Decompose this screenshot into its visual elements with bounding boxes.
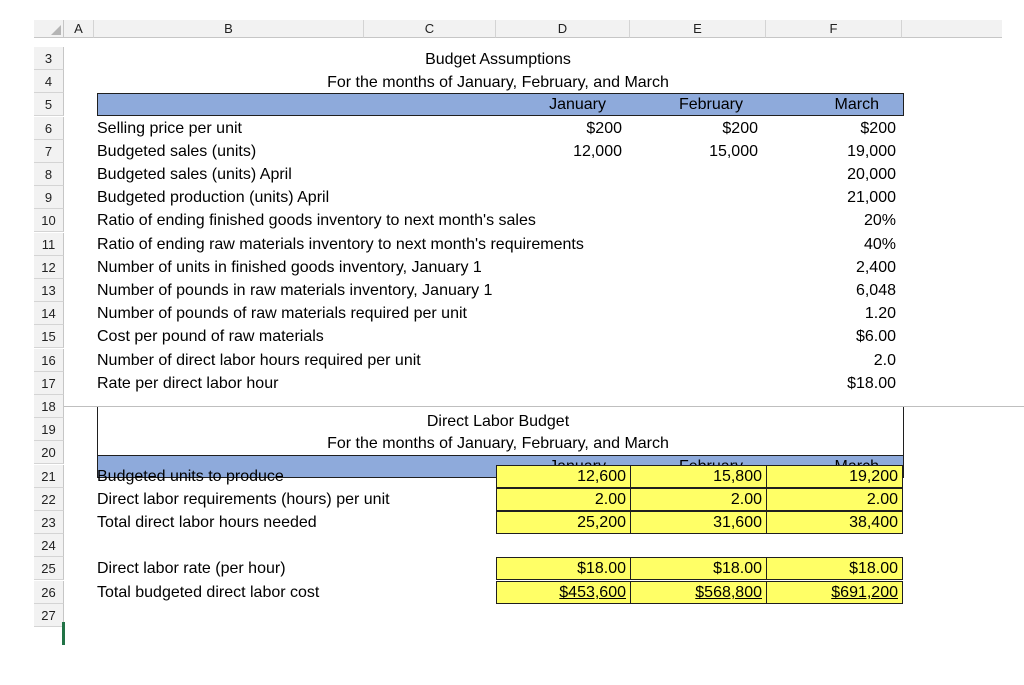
total-labor-cost-label: Total budgeted direct labor cost xyxy=(97,584,320,601)
assumption-value-feb[interactable] xyxy=(630,325,758,348)
assumption-label: Number of pounds of raw materials required per unit xyxy=(97,305,467,322)
assumptions-month-feb: February xyxy=(678,96,743,113)
row-header[interactable]: 9 xyxy=(34,186,64,209)
row-header[interactable]: 13 xyxy=(34,279,64,302)
labor-hours-per-unit-feb-cell[interactable]: 2.00 xyxy=(630,488,767,511)
labor-rate-label: Direct labor rate (per hour) xyxy=(97,560,286,577)
assumption-value-jan[interactable] xyxy=(496,279,622,302)
labor-title: Direct Labor Budget xyxy=(426,413,570,430)
row-header[interactable]: 25 xyxy=(34,557,64,580)
assumption-label: Selling price per unit xyxy=(97,120,242,137)
column-header-e[interactable]: E xyxy=(630,20,766,38)
assumption-value-jan[interactable]: $200 xyxy=(586,120,622,137)
assumption-label: Number of direct labor hours required per unit xyxy=(97,352,421,369)
row-header[interactable]: 11 xyxy=(34,233,64,256)
row-header[interactable]: 18 xyxy=(34,395,64,418)
labor-rate-jan-cell[interactable]: $18.00 xyxy=(496,557,631,580)
assumption-value-feb[interactable] xyxy=(630,302,758,325)
row-header[interactable]: 8 xyxy=(34,163,64,186)
assumption-value-feb[interactable] xyxy=(630,279,758,302)
column-header-g[interactable] xyxy=(902,20,1002,38)
row-header[interactable]: 19 xyxy=(34,418,64,441)
assumption-label: Number of pounds in raw materials inventory, January 1 xyxy=(97,282,493,299)
assumption-value-feb[interactable] xyxy=(630,163,758,186)
column-header-b[interactable]: B xyxy=(94,20,364,38)
assumption-value-jan[interactable] xyxy=(496,302,622,325)
row-header[interactable]: 5 xyxy=(34,93,64,116)
assumption-value-mar[interactable]: $6.00 xyxy=(855,328,896,345)
select-all-corner[interactable] xyxy=(34,20,64,38)
row-header[interactable]: 15 xyxy=(34,325,64,348)
assumptions-bottom-border xyxy=(64,406,1024,407)
row-header[interactable]: 12 xyxy=(34,256,64,279)
row-header[interactable]: 21 xyxy=(34,465,64,488)
row-header[interactable]: 14 xyxy=(34,302,64,325)
assumption-value-mar[interactable]: 1.20 xyxy=(864,305,896,322)
assumption-value-mar[interactable]: 20,000 xyxy=(847,166,896,183)
total-labor-hours-mar-cell[interactable]: 38,400 xyxy=(766,511,903,534)
assumption-value-mar[interactable]: 2,400 xyxy=(855,259,896,276)
assumption-value-jan[interactable] xyxy=(496,372,622,395)
assumptions-month-mar: March xyxy=(834,96,879,113)
assumption-value-mar[interactable]: 2.0 xyxy=(873,352,896,369)
labor-rate-feb-cell[interactable]: $18.00 xyxy=(630,557,767,580)
column-header-a[interactable]: A xyxy=(64,20,94,38)
total-labor-hours-feb-cell[interactable]: 31,600 xyxy=(630,511,767,534)
assumption-label: Ratio of ending raw materials inventory to next month's requirements xyxy=(97,236,584,253)
assumption-label: Cost per pound of raw materials xyxy=(97,328,324,345)
assumption-value-jan[interactable] xyxy=(496,186,622,209)
assumption-value-feb[interactable]: $200 xyxy=(722,120,758,137)
labor-hours-per-unit-mar-cell[interactable]: 2.00 xyxy=(766,488,903,511)
assumption-value-mar[interactable]: 40% xyxy=(863,236,896,253)
assumption-value-jan[interactable]: 12,000 xyxy=(573,143,622,160)
assumption-value-mar[interactable]: $200 xyxy=(860,120,896,137)
row-header[interactable]: 22 xyxy=(34,488,64,511)
labor-box-left-border xyxy=(97,407,98,455)
assumption-value-feb[interactable] xyxy=(630,186,758,209)
assumption-value-feb[interactable]: 15,000 xyxy=(709,143,758,160)
total-labor-cost-mar-cell[interactable]: $691,200 xyxy=(766,581,903,604)
assumption-value-feb[interactable] xyxy=(630,209,758,232)
row-header[interactable]: 20 xyxy=(34,441,64,464)
total-labor-hours-jan-cell[interactable]: 25,200 xyxy=(496,511,631,534)
assumption-value-jan[interactable] xyxy=(496,209,622,232)
row-header[interactable]: 23 xyxy=(34,511,64,534)
total-labor-cost-feb-cell[interactable]: $568,800 xyxy=(630,581,767,604)
labor-hours-per-unit-jan-cell[interactable]: 2.00 xyxy=(496,488,631,511)
row-header[interactable]: 17 xyxy=(34,372,64,395)
row-header[interactable]: 27 xyxy=(34,604,64,627)
assumption-label: Budgeted sales (units) April xyxy=(97,166,292,183)
budgeted-units-jan-cell[interactable]: 12,600 xyxy=(496,465,631,488)
row-header[interactable]: 10 xyxy=(34,209,64,232)
labor-box-right-border xyxy=(903,407,904,455)
total-labor-cost-jan-cell[interactable]: $453,600 xyxy=(496,581,631,604)
column-header-f[interactable]: F xyxy=(766,20,902,38)
assumption-value-jan[interactable] xyxy=(496,256,622,279)
assumption-value-mar[interactable]: 20% xyxy=(863,212,896,229)
assumption-value-feb[interactable] xyxy=(630,233,758,256)
assumption-value-mar[interactable]: 6,048 xyxy=(855,282,896,299)
labor-subtitle: For the months of January, February, and March xyxy=(327,435,669,452)
assumption-value-jan[interactable] xyxy=(496,233,622,256)
assumption-value-jan[interactable] xyxy=(496,163,622,186)
labor-rate-mar-cell[interactable]: $18.00 xyxy=(766,557,903,580)
assumption-label: Budgeted sales (units) xyxy=(97,143,257,160)
select-all-icon xyxy=(51,25,61,35)
assumptions-month-jan: January xyxy=(549,96,606,113)
budgeted-units-mar-cell[interactable]: 19,200 xyxy=(766,465,903,488)
row-header[interactable]: 4 xyxy=(34,70,64,93)
assumptions-subtitle: For the months of January, February, and March xyxy=(327,74,669,91)
assumptions-title: Budget Assumptions xyxy=(425,51,571,68)
row-header[interactable]: 26 xyxy=(34,581,64,604)
row-header[interactable]: 3 xyxy=(34,47,64,70)
row-header[interactable]: 7 xyxy=(34,140,64,163)
active-row-indicator xyxy=(62,622,65,645)
assumption-value-mar[interactable]: 19,000 xyxy=(847,143,896,160)
assumption-label: Ratio of ending finished goods inventory to next month's sales xyxy=(97,212,536,229)
assumption-value-mar[interactable]: $18.00 xyxy=(847,375,896,392)
assumption-value-jan[interactable] xyxy=(496,325,622,348)
column-header-c[interactable]: C xyxy=(364,20,496,38)
column-header-d[interactable]: D xyxy=(496,20,630,38)
budgeted-units-label: Budgeted units to produce xyxy=(97,468,284,485)
assumption-value-jan[interactable] xyxy=(496,349,622,372)
assumption-label: Number of units in finished goods inventory, January 1 xyxy=(97,259,482,276)
budgeted-units-feb-cell[interactable]: 15,800 xyxy=(630,465,767,488)
total-labor-hours-label: Total direct labor hours needed xyxy=(97,514,317,531)
row-header[interactable]: 6 xyxy=(34,117,64,140)
assumption-label: Rate per direct labor hour xyxy=(97,375,279,392)
assumption-value-feb[interactable] xyxy=(630,256,758,279)
assumption-value-feb[interactable] xyxy=(630,349,758,372)
row-header[interactable]: 16 xyxy=(34,349,64,372)
assumption-label: Budgeted production (units) April xyxy=(97,189,330,206)
row-header[interactable]: 24 xyxy=(34,534,64,557)
assumption-value-feb[interactable] xyxy=(630,372,758,395)
assumption-value-mar[interactable]: 21,000 xyxy=(847,189,896,206)
labor-hours-per-unit-label: Direct labor requirements (hours) per unit xyxy=(97,491,390,508)
